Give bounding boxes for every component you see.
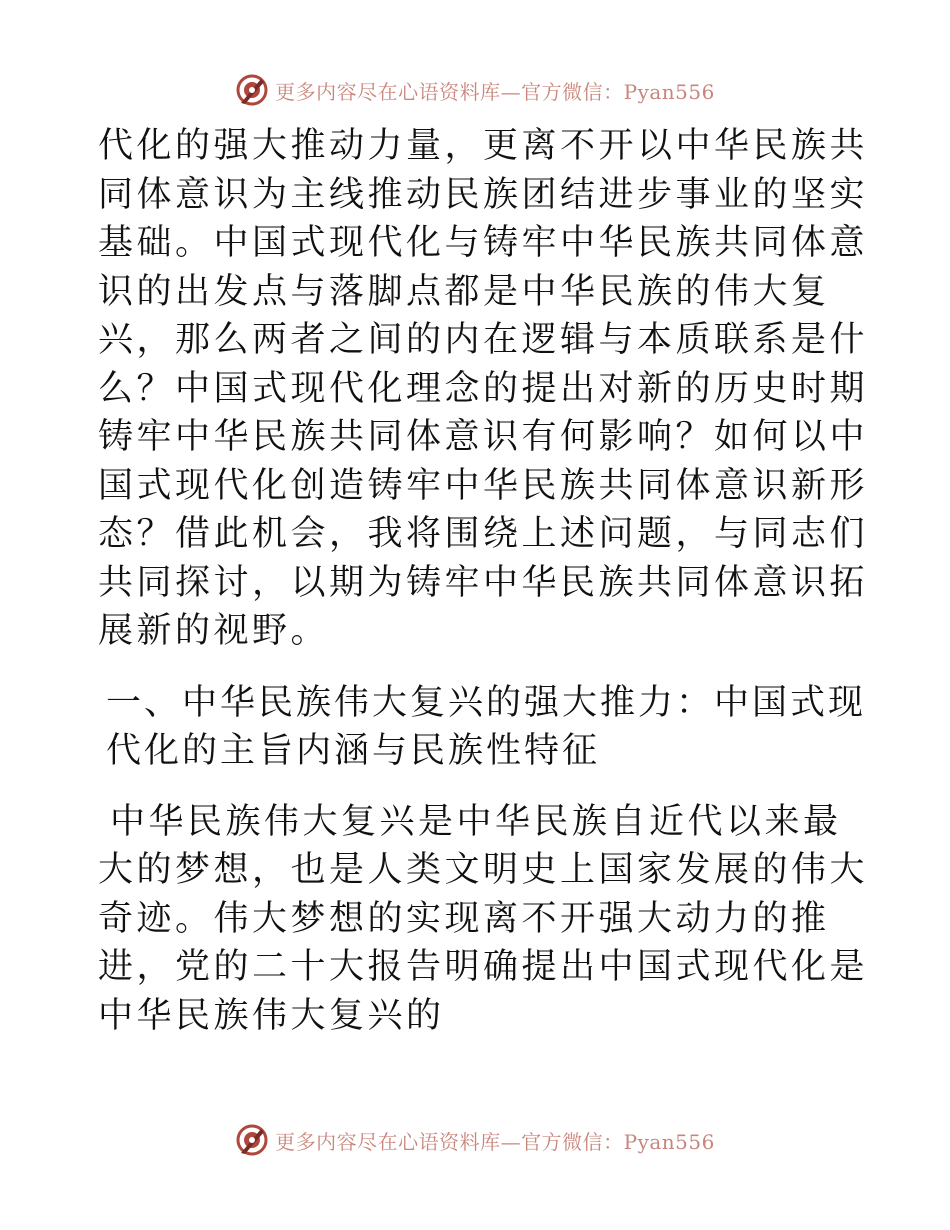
body-paragraph-2: 中华民族伟大复兴是中华民族自近代以来最大的梦想，也是人类文明史上国家发展的伟大奇迹。伟大梦想的实现离不开强大动力的推进，党的二十大报告明确提出中国式现代化是中华民族伟大复兴的: [98, 801, 869, 1036]
footer-watermark: [0, 1120, 950, 1160]
document-body: [98, 122, 868, 1040]
quill-seal-logo-icon: [235, 1123, 269, 1157]
quill-seal-logo-icon: [235, 73, 269, 107]
watermark-text: 更多内容尽在心语资料库—官方微信：Pyan556: [275, 79, 715, 104]
watermark-text: 更多内容尽在心语资料库—官方微信：Pyan556: [275, 1129, 715, 1154]
header-watermark: [0, 70, 950, 110]
body-paragraph-1: 代化的强大推动力量，更离不开以中华民族共同体意识为主线推动民族团结进步事业的坚实基础。中国式现代化与铸牢中华民族共同体意识的出发点与落脚点都是中华民族的伟大复兴，那么两者之间的内在逻辑与本质联系是什么？中国式现代化理念的提出对新的历史时期铸牢中华民族共同体意识有何影响？如何以中国式现代化创造铸牢中华民族共同体意识新形态？借此机会，我将围绕上述问题，与同志们共同探讨，以期为铸牢中华民族共同体意识拓展新的视野。: [98, 126, 869, 651]
section-heading: 一、中华民族伟大复兴的强大推力：中国式现代化的主旨内涵与民族性特征: [106, 682, 867, 771]
